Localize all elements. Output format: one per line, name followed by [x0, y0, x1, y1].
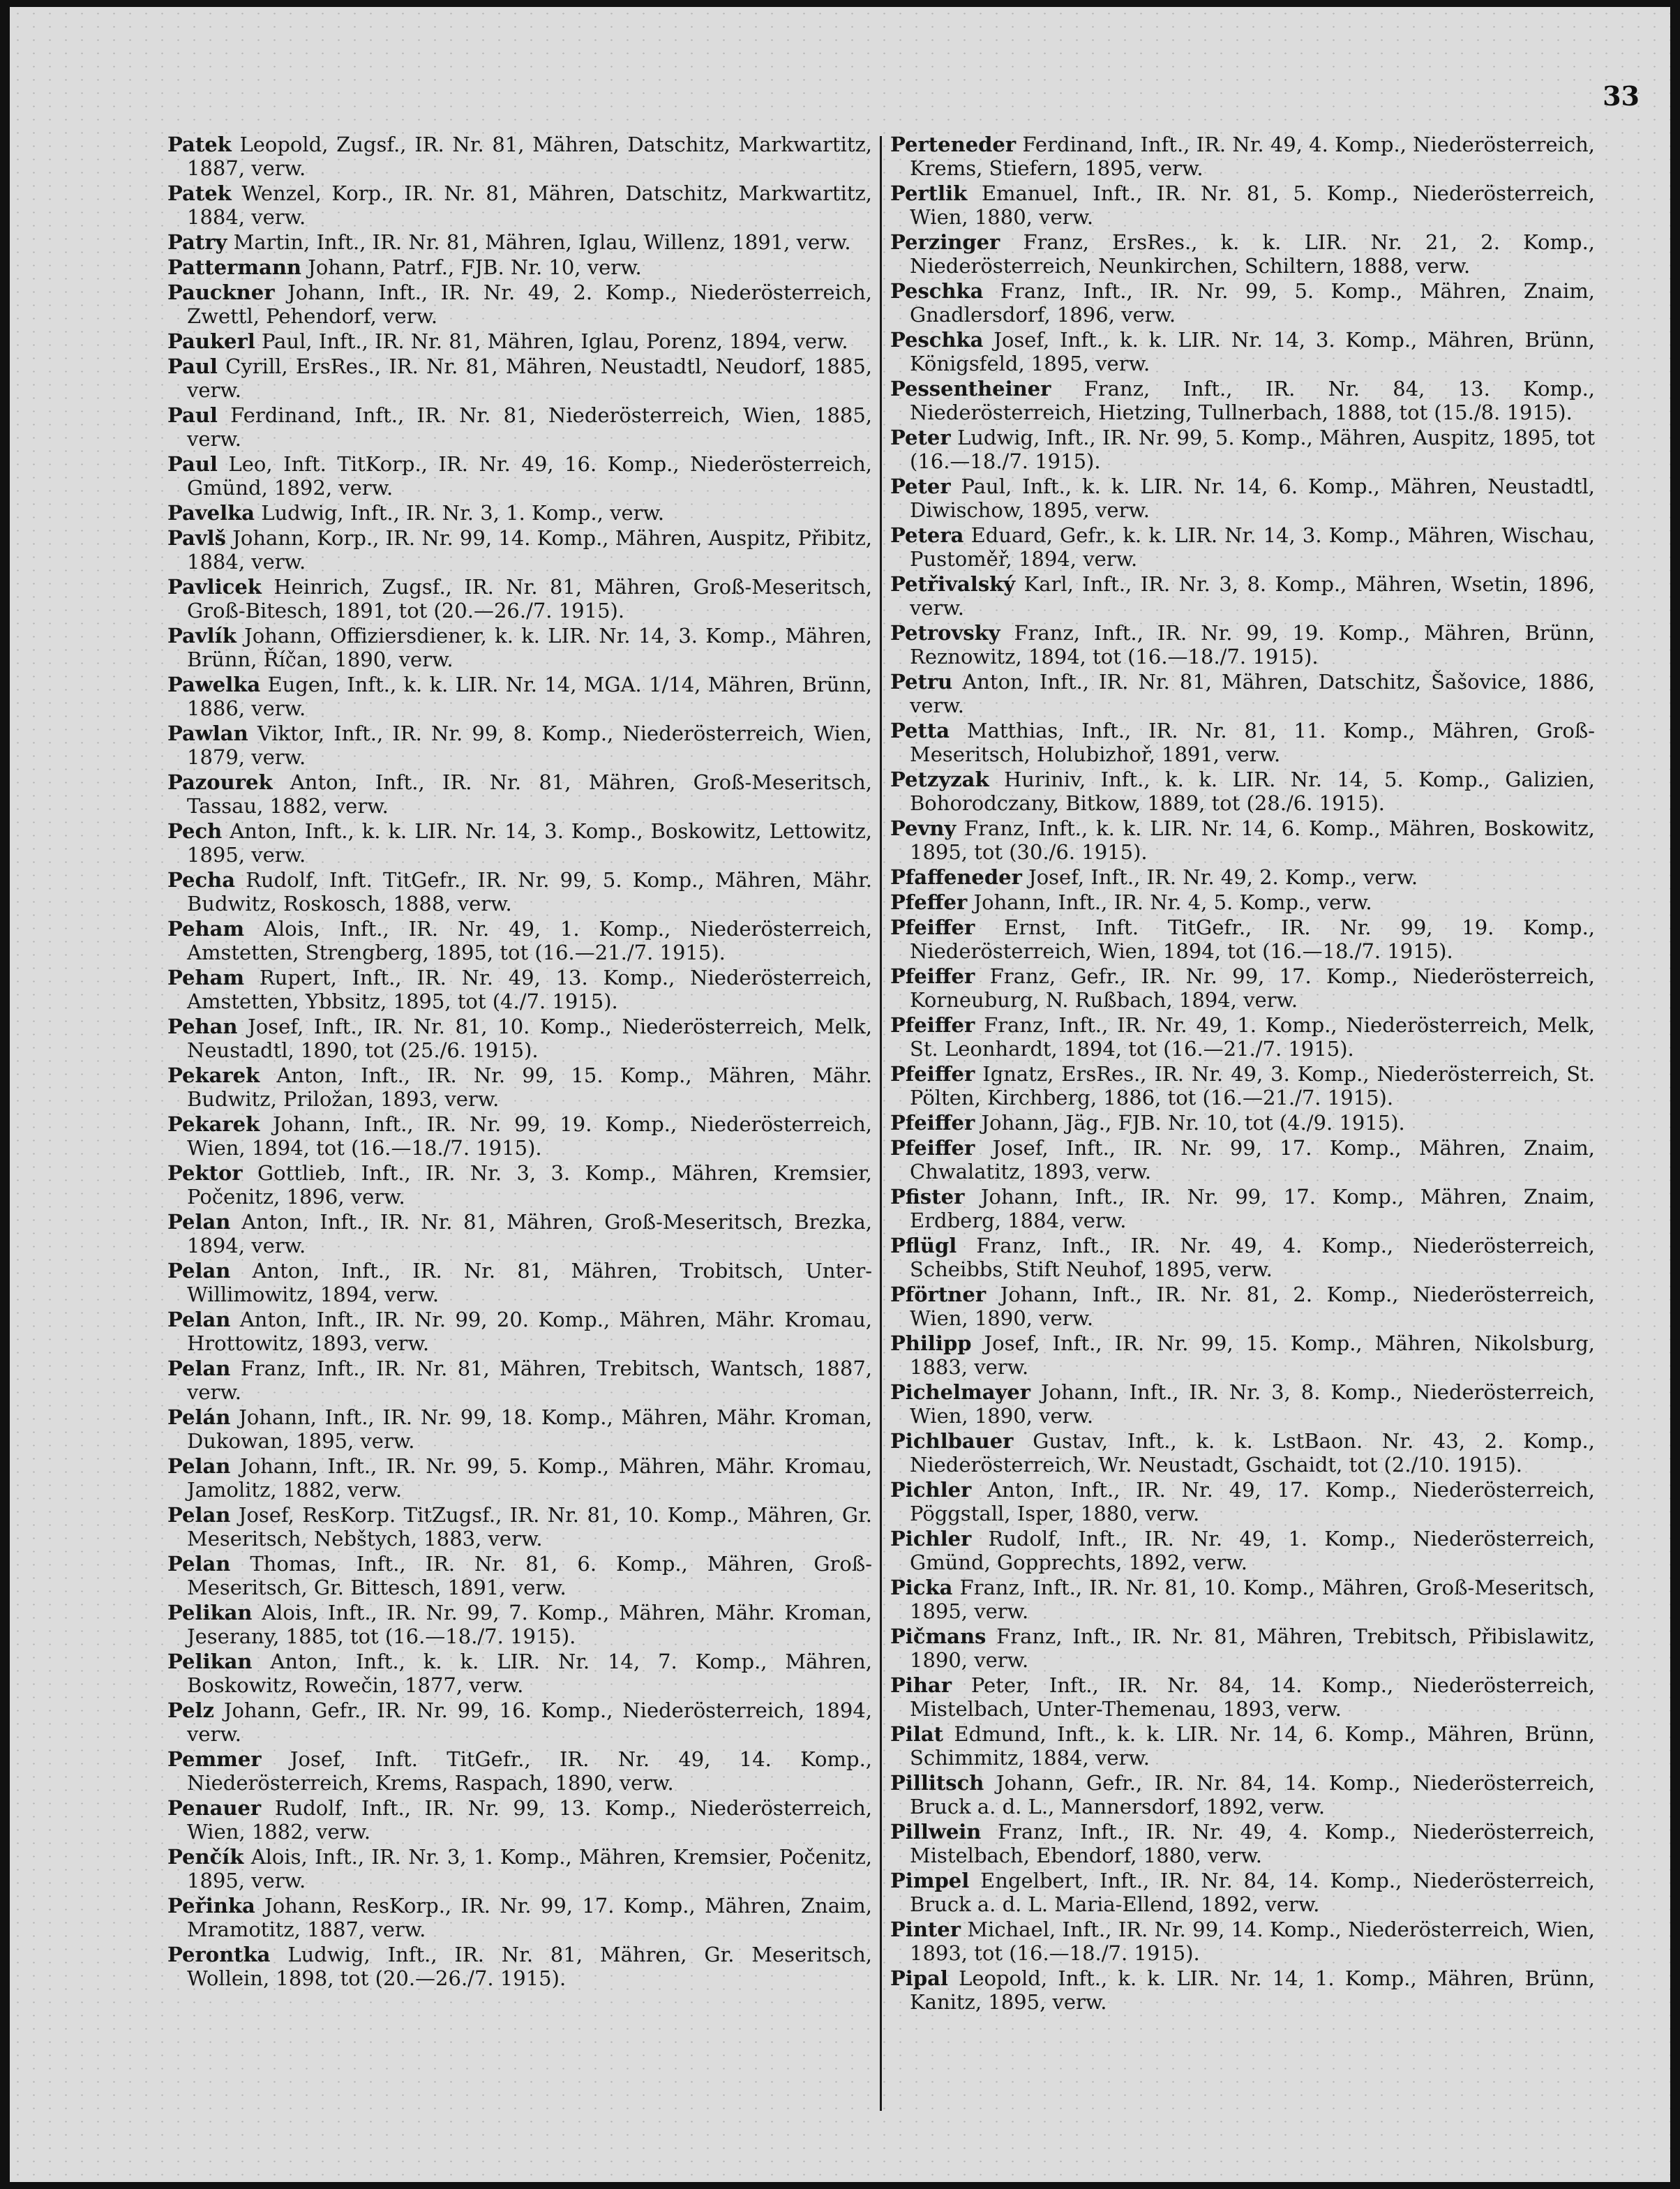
entry-details: Anton, Inft., IR. Nr. 81, Mähren, Trobitsch, Unter-Willimowitz, 1894, verw. — [187, 1259, 873, 1306]
page-number: 33 — [1603, 80, 1640, 112]
entry-details: Johann, Inft., IR. Nr. 3, 8. Komp., Niederösterreich, Wien, 1890, verw. — [910, 1380, 1595, 1428]
list-entry — [167, 1210, 872, 1257]
surname: Pavelka — [167, 501, 255, 525]
list-entry — [890, 964, 1595, 1012]
surname: Perteneder — [890, 133, 1017, 156]
entry-details: Franz, Gefr., IR. Nr. 99, 17. Komp., Niederösterreich, Korneuburg, N. Rußbach, 1894, verw. — [910, 964, 1595, 1012]
surname: Peter — [890, 475, 951, 498]
entry-details: Josef, ResKorp. TitZugsf., IR. Nr. 81, 10. Komp., Mähren, Gr. Meseritsch, Nebštych, 1883, verw. — [187, 1503, 872, 1551]
surname: Pevny — [890, 816, 957, 840]
entry-details: Johann, Jäg., FJB. Nr. 10, tot (4./9. 1915). — [981, 1111, 1405, 1135]
surname: Perontka — [167, 1943, 271, 1966]
list-entry — [167, 1357, 872, 1404]
list-entry — [890, 1185, 1595, 1232]
surname: Peter — [890, 426, 951, 449]
list-entry — [890, 865, 1595, 889]
entry-details: Paul, Inft., IR. Nr. 81, Mähren, Iglau, Porenz, 1894, verw. — [261, 329, 848, 353]
entry-details: Gustav, Inft., k. k. LstBaon. Nr. 43, 2. Komp., Niederösterreich, Wr. Neustadt, Gschaidt, tot (2./10. 1915). — [910, 1429, 1595, 1477]
entry-details: Franz, ErsRes., k. k. LIR. Nr. 21, 2. Komp., Niederösterreich, Neunkirchen, Schiltern, 1888, verw. — [910, 230, 1596, 278]
surname: Pfaffeneder — [890, 865, 1022, 889]
list-entry — [890, 426, 1595, 473]
list-entry — [890, 279, 1595, 327]
entry-details: Anton, Inft., IR. Nr. 81, Mähren, Groß-Meseritsch, Brezka, 1894, verw. — [187, 1210, 872, 1257]
entry-details: Alois, Inft., IR. Nr. 49, 1. Komp., Niederösterreich, Amstetten, Strengberg, 1895, tot (16.—21./7. 1915). — [187, 917, 873, 964]
entry-details: Johann, Inft., IR. Nr. 99, 5. Komp., Mähren, Mähr. Kromau, Jamolitz, 1882, verw. — [187, 1454, 872, 1502]
list-entry — [890, 1673, 1595, 1721]
list-entry — [890, 916, 1595, 963]
entry-details: Engelbert, Inft., IR. Nr. 84, 14. Komp., Niederösterreich, Bruck a. d. L. Maria-Ellend, 1892, verw. — [910, 1869, 1595, 1916]
surname: Picka — [890, 1576, 953, 1599]
entry-details: Ludwig, Inft., IR. Nr. 81, Mähren, Gr. Meseritsch, Wollein, 1898, tot (20.—26./7. 1915). — [187, 1943, 872, 1990]
list-entry — [890, 1722, 1595, 1770]
entry-details: Anton, Inft., IR. Nr. 81, Mähren, Datschitz, Šašovice, 1886, verw. — [910, 670, 1595, 717]
entry-details: Johann, Gefr., IR. Nr. 99, 16. Komp., Niederösterreich, 1894, verw. — [187, 1698, 873, 1746]
surname: Pertlik — [890, 181, 968, 205]
list-entry — [890, 1429, 1595, 1477]
surname: Pelan — [167, 1259, 231, 1283]
list-entry — [890, 181, 1595, 229]
surname: Paukerl — [167, 329, 255, 353]
list-entry — [890, 768, 1595, 815]
surname: Pekarek — [167, 1112, 260, 1136]
surname: Penčík — [167, 1845, 244, 1869]
surname: Pelan — [167, 1210, 231, 1234]
list-entry — [167, 1698, 872, 1746]
surname: Paul — [167, 452, 218, 476]
list-entry — [167, 255, 872, 279]
list-entry — [890, 1624, 1595, 1672]
list-entry — [167, 403, 872, 451]
surname: Pauckner — [167, 281, 275, 304]
surname: Pelan — [167, 1357, 231, 1380]
list-entry — [167, 1161, 872, 1209]
left-column — [167, 133, 872, 1992]
list-entry — [890, 621, 1595, 668]
surname: Pecha — [167, 868, 236, 892]
surname: Pichlbauer — [890, 1429, 1014, 1453]
entry-details: Karl, Inft., IR. Nr. 3, 8. Komp., Mähren, Wsetin, 1896, verw. — [910, 572, 1595, 620]
surname: Pawlan — [167, 722, 248, 745]
entry-details: Gottlieb, Inft., IR. Nr. 3, 3. Komp., Mähren, Kremsier, Počenitz, 1896, verw. — [187, 1161, 872, 1209]
entry-details: Anton, Inft., IR. Nr. 49, 17. Komp., Niederösterreich, Pöggstall, Isper, 1880, verw. — [910, 1478, 1595, 1525]
list-entry — [890, 475, 1595, 522]
list-entry — [167, 673, 872, 720]
entry-details: Michael, Inft., IR. Nr. 99, 14. Komp., Niederösterreich, Wien, 1893, tot (16.—18./7. 1915). — [910, 1918, 1595, 1965]
list-entry — [167, 770, 872, 818]
entry-details: Franz, Inft., IR. Nr. 99, 19. Komp., Mähren, Brünn, Reznowitz, 1894, tot (16.—18./7. 1915). — [910, 621, 1595, 668]
surname: Paul — [167, 403, 218, 427]
surname: Pfeiffer — [890, 916, 975, 939]
list-entry — [167, 501, 872, 525]
list-entry — [890, 1918, 1595, 1965]
list-entry — [890, 1820, 1595, 1867]
list-entry — [890, 1380, 1595, 1428]
list-entry — [167, 1552, 872, 1599]
surname: Pillitsch — [890, 1771, 984, 1795]
list-entry — [890, 890, 1595, 914]
surname: Pelikan — [167, 1650, 253, 1673]
list-entry — [167, 1894, 872, 1941]
list-entry — [890, 1136, 1595, 1183]
surname: Pektor — [167, 1161, 243, 1185]
list-entry — [167, 722, 872, 769]
entry-details: Viktor, Inft., IR. Nr. 99, 8. Komp., Niederösterreich, Wien, 1879, verw. — [187, 722, 872, 769]
right-column — [890, 133, 1595, 2015]
entry-details: Eduard, Gefr., k. k. LIR. Nr. 14, 3. Komp., Mähren, Wischau, Pustoměř, 1894, verw. — [910, 523, 1595, 571]
entry-details: Franz, Inft., IR. Nr. 84, 13. Komp., Niederösterreich, Hietzing, Tullnerbach, 1888, tot (15./8. 1915). — [910, 377, 1595, 424]
entry-details: Alois, Inft., IR. Nr. 3, 1. Komp., Mähren, Kremsier, Počenitz, 1895, verw. — [187, 1845, 872, 1892]
entry-details: Leo, Inft. TitKorp., IR. Nr. 49, 16. Komp., Niederösterreich, Gmünd, 1892, verw. — [187, 452, 872, 500]
entry-details: Franz, Inft., k. k. LIR. Nr. 14, 6. Komp., Mähren, Boskowitz, 1895, tot (30./6. 1915). — [910, 816, 1595, 864]
list-entry — [167, 1454, 872, 1502]
surname: Pelan — [167, 1503, 231, 1527]
surname: Pfeiffer — [890, 1111, 975, 1135]
list-entry — [167, 1015, 872, 1062]
entry-details: Rupert, Inft., IR. Nr. 49, 13. Komp., Niederösterreich, Amstetten, Ybbsitz, 1895, tot (4./7. 1915). — [187, 966, 873, 1013]
list-entry — [167, 1747, 872, 1795]
surname: Pihar — [890, 1673, 952, 1697]
surname: Peschka — [890, 279, 984, 303]
entry-details: Johann, Inft., IR. Nr. 81, 2. Komp., Niederösterreich, Wien, 1890, verw. — [910, 1283, 1596, 1330]
entry-details: Johann, Korp., IR. Nr. 99, 14. Komp., Mähren, Auspitz, Přibitz, 1884, verw. — [187, 526, 873, 574]
entry-details: Matthias, Inft., IR. Nr. 81, 11. Komp., Mähren, Groß-Meseritsch, Holubizhoř, 1891, verw. — [910, 719, 1595, 766]
list-entry — [890, 719, 1595, 766]
surname: Paul — [167, 354, 218, 378]
list-entry — [167, 868, 872, 916]
list-entry — [890, 1331, 1595, 1379]
list-entry — [167, 575, 872, 622]
surname: Pessentheiner — [890, 377, 1051, 401]
entry-details: Franz, Inft., IR. Nr. 81, Mähren, Trebitsch, Wantsch, 1887, verw. — [187, 1357, 872, 1404]
surname: Petrovsky — [890, 621, 1000, 645]
entry-details: Anton, Inft., IR. Nr. 99, 15. Komp., Mähren, Mähr. Budwitz, Priložan, 1893, verw. — [187, 1063, 872, 1111]
entry-details: Johann, Inft., IR. Nr. 99, 19. Komp., Niederösterreich, Wien, 1894, tot (16.—18./7. 1915). — [187, 1112, 872, 1160]
list-entry — [890, 1013, 1595, 1061]
entry-details: Edmund, Inft., k. k. LIR. Nr. 14, 6. Komp., Mähren, Brünn, Schimmitz, 1884, verw. — [910, 1722, 1596, 1770]
list-entry — [890, 377, 1595, 424]
list-entry — [167, 1796, 872, 1844]
surname: Petera — [890, 523, 964, 547]
entry-details: Paul, Inft., k. k. LIR. Nr. 14, 6. Komp., Mähren, Neustadtl, Diwischow, 1895, verw. — [910, 475, 1596, 522]
list-entry — [890, 670, 1595, 717]
entry-details: Thomas, Inft., IR. Nr. 81, 6. Komp., Mähren, Groß-Meseritsch, Gr. Bittesch, 1891, verw. — [187, 1552, 872, 1599]
surname: Peham — [167, 917, 245, 941]
surname: Pazourek — [167, 770, 273, 794]
entry-details: Johann, Inft., IR. Nr. 49, 2. Komp., Niederösterreich, Zwettl, Pehendorf, verw. — [187, 281, 872, 328]
surname: Pichler — [890, 1527, 972, 1551]
surname: Pipal — [890, 1966, 948, 1990]
list-entry — [890, 816, 1595, 864]
list-entry — [167, 1845, 872, 1892]
entry-details: Ferdinand, Inft., IR. Nr. 81, Niederösterreich, Wien, 1885, verw. — [187, 403, 873, 451]
entry-details: Johann, Inft., IR. Nr. 4, 5. Komp., verw. — [973, 890, 1372, 914]
scanned-page — [10, 7, 1670, 2182]
entry-details: Eugen, Inft., k. k. LIR. Nr. 14, MGA. 1/14, Mähren, Brünn, 1886, verw. — [187, 673, 873, 720]
list-entry — [167, 1259, 872, 1306]
entry-details: Ludwig, Inft., IR. Nr. 3, 1. Komp., verw. — [261, 501, 665, 525]
surname: Peschka — [890, 328, 984, 352]
surname: Pekarek — [167, 1063, 260, 1087]
surname: Peham — [167, 966, 245, 989]
entry-details: Johann, Offiziersdiener, k. k. LIR. Nr. 14, 3. Komp., Mähren, Brünn, Říčan, 1890, verw. — [187, 624, 872, 671]
list-entry — [167, 133, 872, 180]
surname: Pelikan — [167, 1601, 253, 1624]
list-entry — [167, 1308, 872, 1355]
surname: Pilat — [890, 1722, 944, 1746]
entry-details: Josef, Inft., IR. Nr. 99, 17. Komp., Mähren, Znaim, Chwalatitz, 1893, verw. — [910, 1136, 1596, 1183]
list-entry — [890, 1771, 1595, 1818]
list-entry — [890, 1966, 1595, 2014]
entry-details: Johann, Inft., IR. Nr. 99, 17. Komp., Mähren, Znaim, Erdberg, 1884, verw. — [910, 1185, 1596, 1232]
surname: Pfeiffer — [890, 1136, 975, 1160]
entry-details: Josef, Inft. TitGefr., IR. Nr. 49, 14. Komp., Niederösterreich, Krems, Raspach, 1890, verw. — [187, 1747, 873, 1795]
surname: Pemmer — [167, 1747, 262, 1771]
list-entry — [890, 1283, 1595, 1330]
entry-details: Johann, Inft., IR. Nr. 99, 18. Komp., Mähren, Mähr. Kroman, Dukowan, 1895, verw. — [187, 1405, 873, 1453]
surname: Patek — [167, 133, 232, 156]
entry-details: Josef, Inft., IR. Nr. 81, 10. Komp., Niederösterreich, Melk, Neustadtl, 1890, tot (25./6. 1915). — [187, 1015, 872, 1062]
entry-details: Franz, Inft., IR. Nr. 99, 5. Komp., Mähren, Znaim, Gnadlersdorf, 1896, verw. — [910, 279, 1595, 327]
entry-details: Franz, Inft., IR. Nr. 49, 4. Komp., Niederösterreich, Scheibbs, Stift Neuhof, 1895, verw. — [910, 1234, 1595, 1281]
entry-details: Anton, Inft., k. k. LIR. Nr. 14, 3. Komp., Boskowitz, Lettowitz, 1895, verw. — [187, 819, 873, 867]
list-entry — [890, 230, 1595, 278]
entry-details: Ludwig, Inft., IR. Nr. 99, 5. Komp., Mähren, Auspitz, 1895, tot (16.—18./7. 1915). — [910, 426, 1595, 473]
list-entry — [167, 1405, 872, 1453]
entry-details: Anton, Inft., k. k. LIR. Nr. 14, 7. Komp., Mähren, Boskowitz, Rowečin, 1877, verw. — [187, 1650, 873, 1697]
list-entry — [890, 1869, 1595, 1916]
surname: Pavlš — [167, 526, 227, 550]
list-entry — [167, 354, 872, 402]
entry-details: Josef, Inft., IR. Nr. 49, 2. Komp., verw. — [1028, 865, 1418, 889]
list-entry — [167, 917, 872, 964]
surname: Pfeiffer — [890, 1013, 975, 1037]
surname: Pillwein — [890, 1820, 982, 1844]
entry-details: Franz, Inft., IR. Nr. 81, Mähren, Trebitsch, Přibislawitz, 1890, verw. — [910, 1624, 1596, 1672]
entry-details: Franz, Inft., IR. Nr. 49, 4. Komp., Niederösterreich, Mistelbach, Ebendorf, 1880, verw. — [910, 1820, 1595, 1867]
surname: Pičmans — [890, 1624, 987, 1648]
surname: Patek — [167, 181, 232, 205]
surname: Pförtner — [890, 1283, 987, 1306]
entry-details: Rudolf, Inft., IR. Nr. 99, 13. Komp., Niederösterreich, Wien, 1882, verw. — [187, 1796, 873, 1844]
surname: Petřivalský — [890, 572, 1016, 596]
list-entry — [890, 1576, 1595, 1623]
list-entry — [167, 624, 872, 671]
list-entry — [890, 1478, 1595, 1525]
surname: Pfeiffer — [890, 1062, 975, 1086]
surname: Petru — [890, 670, 953, 694]
entry-details: Ferdinand, Inft., IR. Nr. 49, 4. Komp., Niederösterreich, Krems, Stiefern, 1895, verw. — [910, 133, 1595, 180]
surname: Pelan — [167, 1454, 231, 1478]
list-entry — [167, 966, 872, 1013]
entry-details: Leopold, Inft., k. k. LIR. Nr. 14, 1. Komp., Mähren, Brünn, Kanitz, 1895, verw. — [910, 1966, 1596, 2014]
entry-details: Alois, Inft., IR. Nr. 99, 7. Komp., Mähren, Mähr. Kroman, Jeserany, 1885, tot (16.—18./7. 1915). — [187, 1601, 873, 1648]
surname: Pavlicek — [167, 575, 262, 599]
list-entry — [890, 572, 1595, 620]
entry-details: Josef, Inft., IR. Nr. 99, 15. Komp., Mähren, Nikolsburg, 1883, verw. — [910, 1331, 1596, 1379]
surname: Pfeiffer — [890, 964, 975, 988]
surname: Pattermann — [167, 255, 301, 279]
surname: Pichelmayer — [890, 1380, 1031, 1404]
column-divider — [880, 136, 882, 2111]
entry-details: Josef, Inft., k. k. LIR. Nr. 14, 3. Komp., Mähren, Brünn, Königsfeld, 1895, verw. — [910, 328, 1596, 375]
entry-details: Peter, Inft., IR. Nr. 84, 14. Komp., Niederösterreich, Mistelbach, Unter-Themenau, 1893, verw. — [910, 1673, 1595, 1721]
surname: Petta — [890, 719, 950, 742]
list-entry — [167, 1650, 872, 1697]
list-entry — [890, 1527, 1595, 1574]
entry-details: Anton, Inft., IR. Nr. 99, 20. Komp., Mähren, Mähr. Kromau, Hrottowitz, 1893, verw. — [187, 1308, 872, 1355]
entry-details: Huriniv, Inft., k. k. LIR. Nr. 14, 5. Komp., Galizien, Bohorodczany, Bitkow, 1889, tot (28./6. 1915). — [910, 768, 1596, 815]
list-entry — [167, 281, 872, 328]
list-entry — [890, 1234, 1595, 1281]
list-entry — [167, 1063, 872, 1111]
list-entry — [167, 1503, 872, 1551]
list-entry — [890, 523, 1595, 571]
surname: Peřinka — [167, 1894, 255, 1918]
list-entry — [890, 328, 1595, 375]
surname: Penauer — [167, 1796, 262, 1820]
surname: Pelz — [167, 1698, 214, 1722]
surname: Pech — [167, 819, 223, 843]
surname: Philipp — [890, 1331, 972, 1355]
surname: Pimpel — [890, 1869, 970, 1892]
entry-details: Wenzel, Korp., IR. Nr. 81, Mähren, Datschitz, Markwartitz, 1884, verw. — [187, 181, 873, 229]
list-entry — [167, 1943, 872, 1990]
entry-details: Leopold, Zugsf., IR. Nr. 81, Mähren, Datschitz, Markwartitz, 1887, verw. — [187, 133, 872, 180]
surname: Pelán — [167, 1405, 231, 1429]
entry-details: Johann, Patrf., FJB. Nr. 10, verw. — [308, 255, 642, 279]
surname: Patry — [167, 230, 227, 254]
surname: Pehan — [167, 1015, 238, 1038]
surname: Perzinger — [890, 230, 1000, 254]
entry-details: Ernst, Inft. TitGefr., IR. Nr. 99, 19. Komp., Niederösterreich, Wien, 1894, tot (16.—18./7. 1915). — [910, 916, 1596, 963]
surname: Pichler — [890, 1478, 972, 1502]
surname: Pelan — [167, 1552, 231, 1576]
surname: Pfeffer — [890, 890, 968, 914]
surname: Pelan — [167, 1308, 231, 1331]
entry-details: Franz, Inft., IR. Nr. 49, 1. Komp., Niederösterreich, Melk, St. Leonhardt, 1894, tot (16.—21./7. 1915). — [910, 1013, 1596, 1061]
list-entry — [167, 230, 872, 254]
entry-details: Heinrich, Zugsf., IR. Nr. 81, Mähren, Groß-Meseritsch, Groß-Bitesch, 1891, tot (20.—26./7. 1915). — [187, 575, 872, 622]
entry-details: Anton, Inft., IR. Nr. 81, Mähren, Groß-Meseritsch, Tassau, 1882, verw. — [187, 770, 873, 818]
list-entry — [167, 819, 872, 867]
entry-details: Ignatz, ErsRes., IR. Nr. 49, 3. Komp., Niederösterreich, St. Pölten, Kirchberg, 1886, tot (16.—21./7. 1915). — [910, 1062, 1596, 1110]
surname: Pflügl — [890, 1234, 957, 1257]
list-entry — [167, 1112, 872, 1160]
entry-details: Cyrill, ErsRes., IR. Nr. 81, Mähren, Neustadtl, Neudorf, 1885, verw. — [187, 354, 872, 402]
list-entry — [890, 133, 1595, 180]
entry-details: Johann, Gefr., IR. Nr. 84, 14. Komp., Niederösterreich, Bruck a. d. L., Mannersdorf, 1892, verw. — [910, 1771, 1595, 1818]
list-entry — [890, 1062, 1595, 1110]
surname: Pavlík — [167, 624, 237, 648]
entry-details: Rudolf, Inft., IR. Nr. 49, 1. Komp., Niederösterreich, Gmünd, Gopprechts, 1892, verw. — [910, 1527, 1596, 1574]
surname: Pawelka — [167, 673, 261, 696]
entry-details: Emanuel, Inft., IR. Nr. 81, 5. Komp., Niederösterreich, Wien, 1880, verw. — [910, 181, 1596, 229]
entry-details: Martin, Inft., IR. Nr. 81, Mähren, Iglau, Willenz, 1891, verw. — [233, 230, 851, 254]
entry-details: Johann, ResKorp., IR. Nr. 99, 17. Komp., Mähren, Znaim, Mramotitz, 1887, verw. — [187, 1894, 873, 1941]
surname: Petzyzak — [890, 768, 989, 791]
surname: Pinter — [890, 1918, 961, 1941]
list-entry — [167, 526, 872, 574]
list-entry — [167, 1601, 872, 1648]
list-entry — [167, 329, 872, 353]
list-entry — [167, 181, 872, 229]
entry-details: Franz, Inft., IR. Nr. 81, 10. Komp., Mähren, Groß-Meseritsch, 1895, verw. — [910, 1576, 1595, 1623]
list-entry — [167, 452, 872, 500]
list-entry — [890, 1111, 1595, 1135]
entry-details: Rudolf, Inft. TitGefr., IR. Nr. 99, 5. Komp., Mähren, Mähr. Budwitz, Roskosch, 1888, verw. — [187, 868, 872, 916]
surname: Pfister — [890, 1185, 965, 1209]
